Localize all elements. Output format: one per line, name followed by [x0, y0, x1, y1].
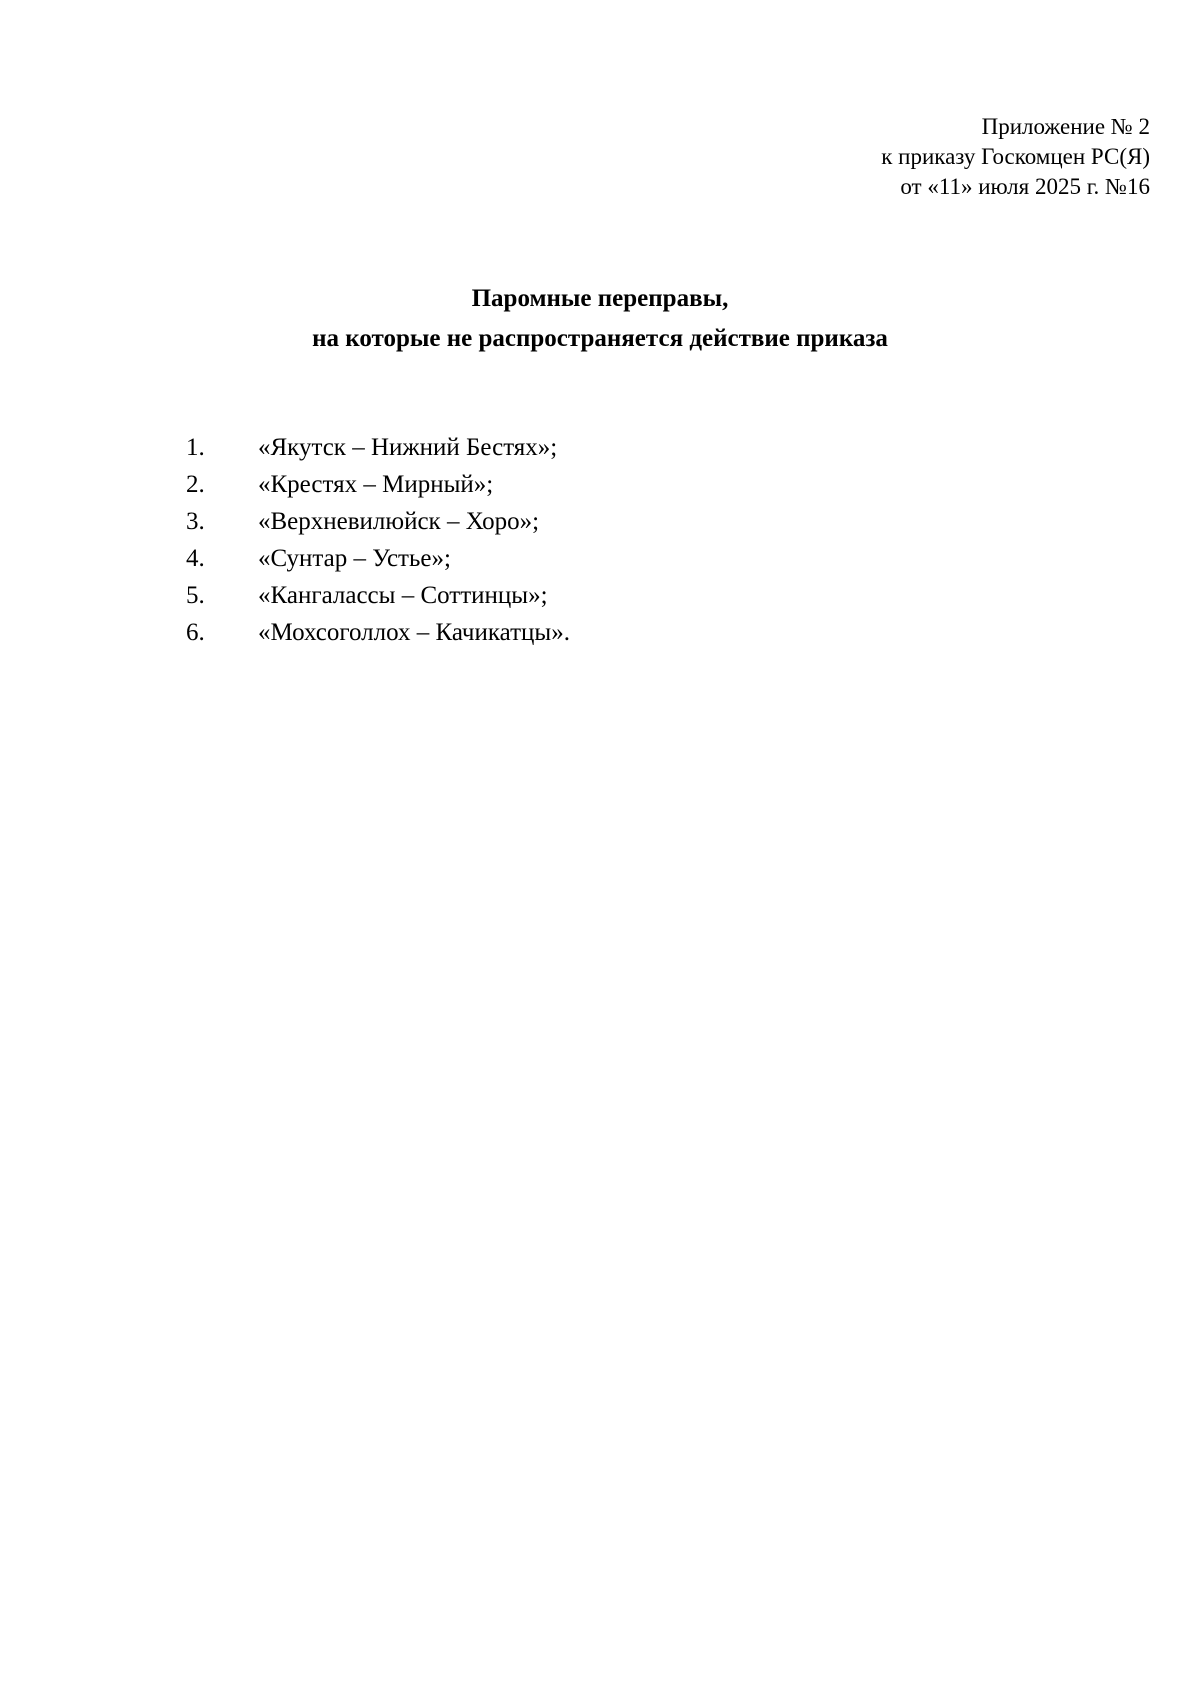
list-item	[186, 614, 570, 651]
list-item-text: «Кангалассы – Соттинцы»;	[258, 582, 548, 609]
list-item-number: 4.	[186, 545, 205, 572]
list-item	[186, 577, 570, 614]
title-line-2: на которые не распространяется действие приказа	[312, 325, 888, 352]
list-item-number: 5.	[186, 582, 205, 609]
list-item-number: 2.	[186, 471, 205, 498]
list-item	[186, 503, 570, 540]
list-item	[186, 540, 570, 577]
list-item-number: 6.	[186, 619, 205, 646]
list-item-number: 1.	[186, 434, 205, 461]
appendix-header	[881, 112, 1150, 202]
list-item-text: «Крестях – Мирный»;	[258, 471, 494, 498]
appendix-order-date: от «11» июля 2025 г. №16	[900, 174, 1150, 199]
ferry-list	[186, 429, 570, 651]
list-item-text: «Якутск – Нижний Бестях»;	[258, 434, 558, 461]
appendix-number: Приложение № 2	[981, 114, 1150, 139]
document-title	[0, 279, 1200, 359]
list-item-text: «Мохсоголлох – Качикатцы».	[258, 619, 570, 646]
list-item-text: «Верхневилюйск – Хоро»;	[258, 508, 540, 535]
list-item	[186, 466, 570, 503]
title-line-1: Паромные переправы,	[471, 285, 729, 312]
appendix-order-reference: к приказу Госкомцен РС(Я)	[881, 144, 1150, 169]
list-item	[186, 429, 570, 466]
list-item-number: 3.	[186, 508, 205, 535]
list-item-text: «Сунтар – Устье»;	[258, 545, 451, 572]
